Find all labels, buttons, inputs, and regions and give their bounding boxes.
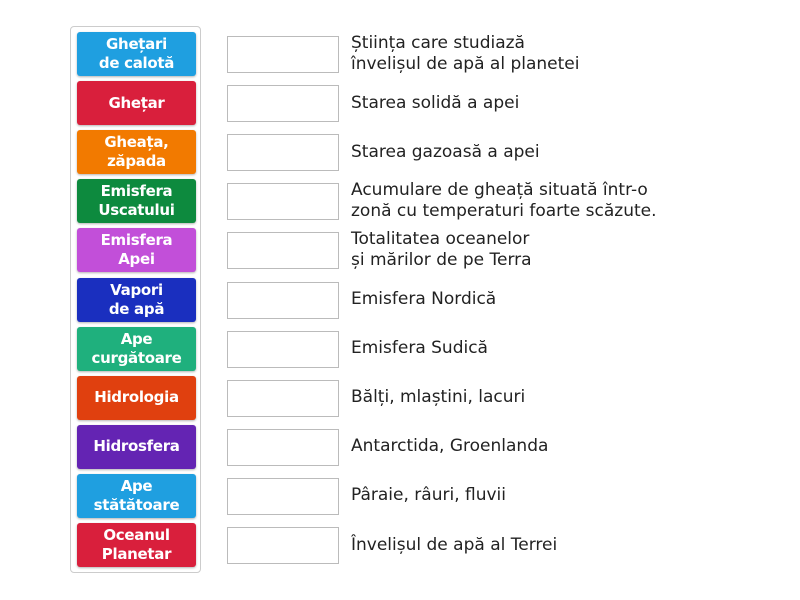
answer-tile[interactable] [77, 179, 196, 223]
description-text: Știința care studiază învelișul de apă al planetei [351, 33, 580, 74]
answer-tile[interactable] [77, 474, 196, 518]
tile-label: Ape stătătoare [93, 476, 180, 514]
answer-tile[interactable] [77, 376, 196, 420]
tile-label: Hidrosfera [93, 437, 180, 456]
answer-tile[interactable] [77, 130, 196, 174]
drop-slot[interactable] [227, 380, 339, 417]
description-text: Bălți, mlaștini, lacuri [351, 387, 526, 408]
tile-label: Ape curgătoare [91, 329, 182, 367]
description-text: Starea solidă a apei [351, 92, 520, 113]
drop-slot[interactable] [227, 232, 339, 269]
answer-tile[interactable] [77, 327, 196, 371]
tile-label: Hidrologia [94, 388, 179, 407]
answer-tile[interactable] [77, 425, 196, 469]
answer-tile[interactable] [77, 228, 196, 272]
drop-slot[interactable] [227, 85, 339, 122]
tile-label: Oceanul Planetar [101, 526, 172, 563]
tile-label: Emisfera Apei [100, 231, 173, 269]
description-text: Emisfera Nordică [351, 289, 497, 309]
description-text: Învelișul de apă al Terrei [351, 534, 558, 555]
tile-label: Vapori de apă [108, 280, 165, 318]
answer-tile[interactable] [77, 32, 196, 76]
tile-label: Ghețar [108, 93, 165, 112]
tile-label: Emisfera Uscatului [98, 182, 175, 220]
description-text: Starea gazoasă a apei [351, 141, 540, 162]
drop-slot[interactable] [227, 478, 339, 515]
drop-slot[interactable] [227, 331, 339, 368]
description-text: Emisfera Sudică [351, 338, 488, 359]
answer-tile[interactable] [77, 278, 196, 322]
answer-tile[interactable] [77, 523, 196, 567]
drop-slot[interactable] [227, 429, 339, 466]
drop-slot[interactable] [227, 183, 339, 220]
drop-slot[interactable] [227, 282, 339, 319]
description-text: Pâraie, râuri, fluvii [351, 485, 506, 506]
drop-slot[interactable] [227, 527, 339, 564]
description-text: Antarctida, Groenlanda [351, 436, 549, 457]
drop-slot[interactable] [227, 36, 339, 73]
description-text: Totalitatea oceanelor și mărilor de pe Terra [351, 229, 532, 271]
description-text: Acumulare de gheață situată într-o zonă cu temperaturi foarte scăzute. [351, 180, 657, 222]
tile-label: Gheața, zăpada [104, 133, 169, 171]
answer-tile[interactable] [77, 81, 196, 125]
drop-slot[interactable] [227, 134, 339, 171]
tile-label: Ghețari de calotă [98, 35, 175, 72]
